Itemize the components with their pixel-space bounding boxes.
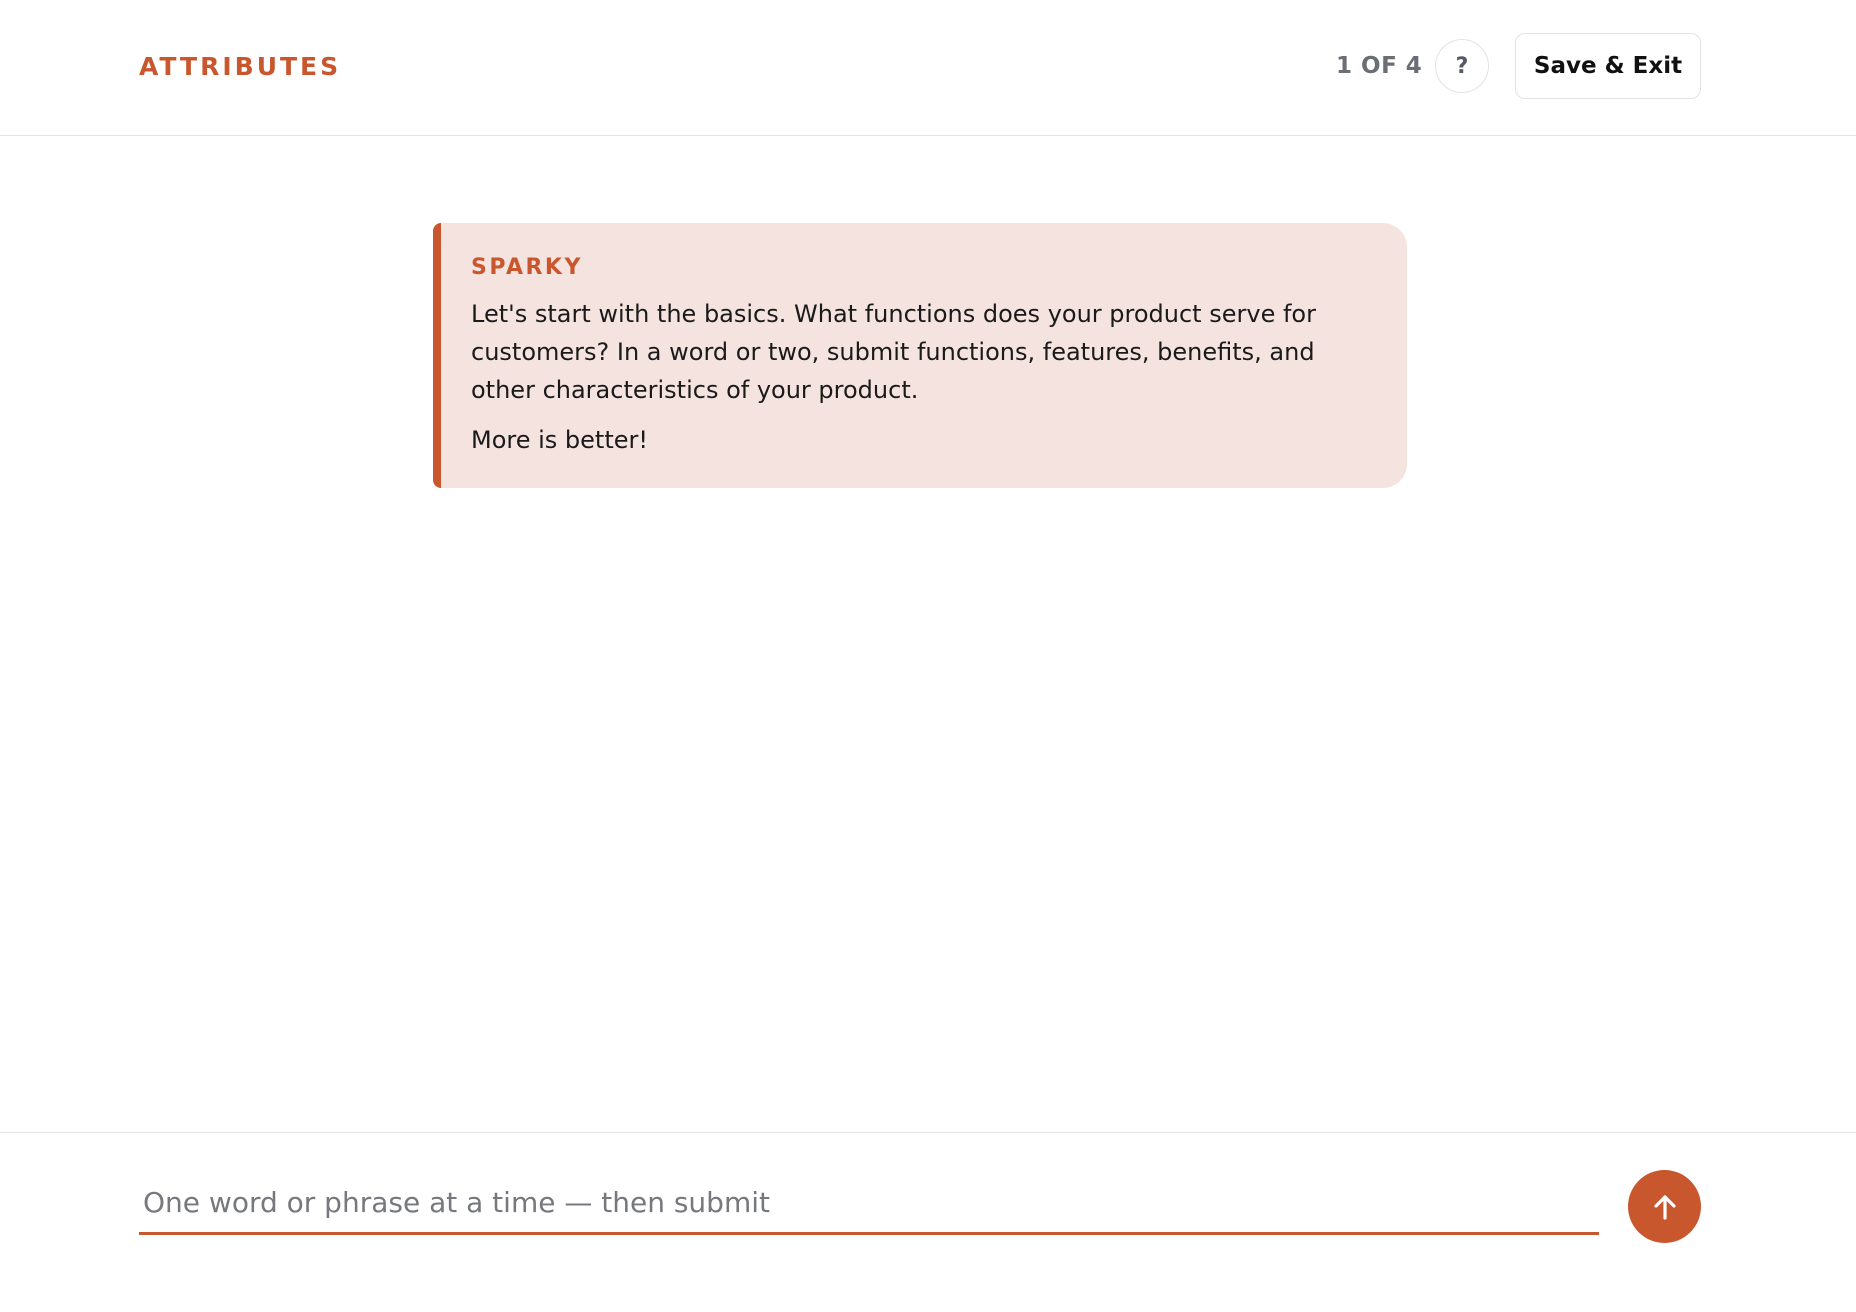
composer-bar <box>0 1132 1856 1312</box>
section-title: ATTRIBUTES <box>139 52 342 81</box>
message-sender: SPARKY <box>471 255 583 280</box>
message-paragraph: More is better! <box>471 426 648 454</box>
top-bar <box>0 0 1856 136</box>
message-paragraph: Let's start with the basics. What functions does your product serve for customers? In a word or two, submit functions, features, benefits, and other characteristics of your product. <box>471 300 1316 404</box>
submit-button[interactable] <box>1628 1170 1701 1243</box>
save-exit-button[interactable]: Save & Exit <box>1515 33 1701 99</box>
answer-input[interactable] <box>139 1173 1599 1235</box>
arrow-up-icon <box>1650 1192 1680 1222</box>
step-counter: 1 OF 4 <box>1336 53 1423 79</box>
help-button[interactable]: ? <box>1435 39 1489 93</box>
assistant-message <box>433 223 1407 488</box>
